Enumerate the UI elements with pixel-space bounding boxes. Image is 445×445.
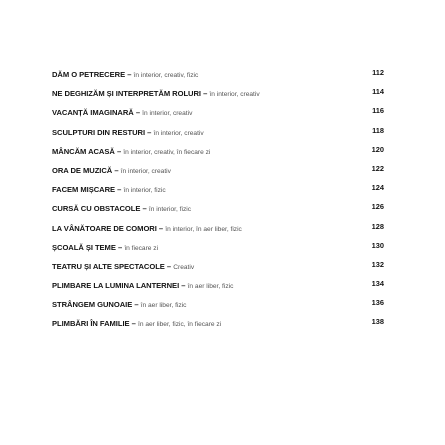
toc-page-number: 118 [372,125,384,135]
toc-separator: – [156,223,166,233]
toc-description: în interior, creativ [142,110,193,118]
toc-separator: – [115,185,124,195]
toc-separator: – [132,300,141,310]
toc-title: PLIMBĂRI ÎN FAMILIE [52,319,130,329]
table-of-contents [52,63,384,332]
toc-title: ȘCOALĂ ȘI TEME [52,242,116,252]
toc-title: SCULPTURI DIN RESTURI [52,127,146,137]
toc-row[interactable] [52,255,384,274]
toc-page-number: 130 [371,240,384,250]
toc-title: TEATRU ȘI ALTE SPECTACOLE [52,261,165,271]
toc-page-number: 134 [371,279,384,289]
toc-row[interactable] [52,274,384,293]
toc-separator: – [179,281,188,291]
toc-description: Creativ [173,263,195,271]
toc-title: VACANȚĂ IMAGINARĂ [52,108,134,118]
toc-row[interactable] [52,312,384,331]
toc-separator: – [115,242,125,252]
toc-title: LA VÂNĂTOARE DE COMORI [52,223,157,233]
toc-row[interactable] [52,197,384,216]
toc-page-number: 116 [372,106,384,116]
toc-page-number: 112 [372,68,384,77]
toc-title: CURSĂ CU OBSTACOLE [52,204,141,214]
toc-title: NE DEGHIZĂM ȘI INTERPRETĂM ROLURI [52,89,201,99]
toc-title: DĂM O PETRECERE [52,70,126,79]
toc-description: în fiecare zi [124,244,159,252]
toc-description: în interior, creativ [209,91,260,99]
toc-description: în interior, în aer liber, fizic [165,225,242,233]
toc-page-number: 126 [371,202,384,212]
toc-row[interactable] [52,159,384,178]
toc-separator: – [129,319,138,329]
toc-page-number: 138 [371,317,384,327]
toc-separator: – [112,165,121,175]
toc-row[interactable] [52,217,384,236]
toc-description: în aer liber, fizic [140,302,187,310]
toc-description: în interior, fizic [123,187,166,195]
toc-separator: – [114,146,124,156]
toc-separator: – [164,261,174,271]
toc-separator: – [133,108,143,118]
toc-page-number: 122 [371,163,384,173]
toc-row[interactable] [52,121,384,140]
toc-page-number: 128 [371,221,384,231]
toc-title: PLIMBARE LA LUMINA LANTERNEI [52,281,180,291]
toc-description: în interior, creativ, fizic [133,72,199,79]
toc-row[interactable] [52,82,384,101]
toc-description: în interior, creativ, în fiecare zi [123,148,211,156]
toc-description: în aer liber, fizic [187,283,234,291]
toc-separator: – [125,70,134,79]
toc-description: în aer liber, fizic, în fiecare zi [137,321,222,329]
toc-row[interactable] [52,293,384,312]
toc-title: ORA DE MUZICĂ [52,165,113,175]
toc-row[interactable] [52,63,384,82]
toc-page-number: 132 [371,259,384,269]
toc-page-number: 120 [371,144,384,154]
toc-title: STRÂNGEM GUNOAIE [52,300,133,310]
toc-page-number: 114 [372,87,384,97]
toc-title: MÂNCĂM ACASĂ [52,146,115,156]
toc-page-number: 136 [371,298,384,308]
toc-separator: – [145,127,154,137]
toc-row[interactable] [52,101,384,120]
toc-separator: – [200,89,210,99]
toc-row[interactable] [52,140,384,159]
toc-description: în interior, fizic [148,206,192,214]
toc-description: în interior, creativ [153,129,204,137]
toc-row[interactable] [52,178,384,197]
toc-row[interactable] [52,236,384,255]
toc-title: FACEM MIȘCARE [52,185,116,195]
toc-separator: – [140,204,149,214]
toc-description: în interior, creativ [120,167,171,175]
toc-page-number: 124 [371,183,384,193]
